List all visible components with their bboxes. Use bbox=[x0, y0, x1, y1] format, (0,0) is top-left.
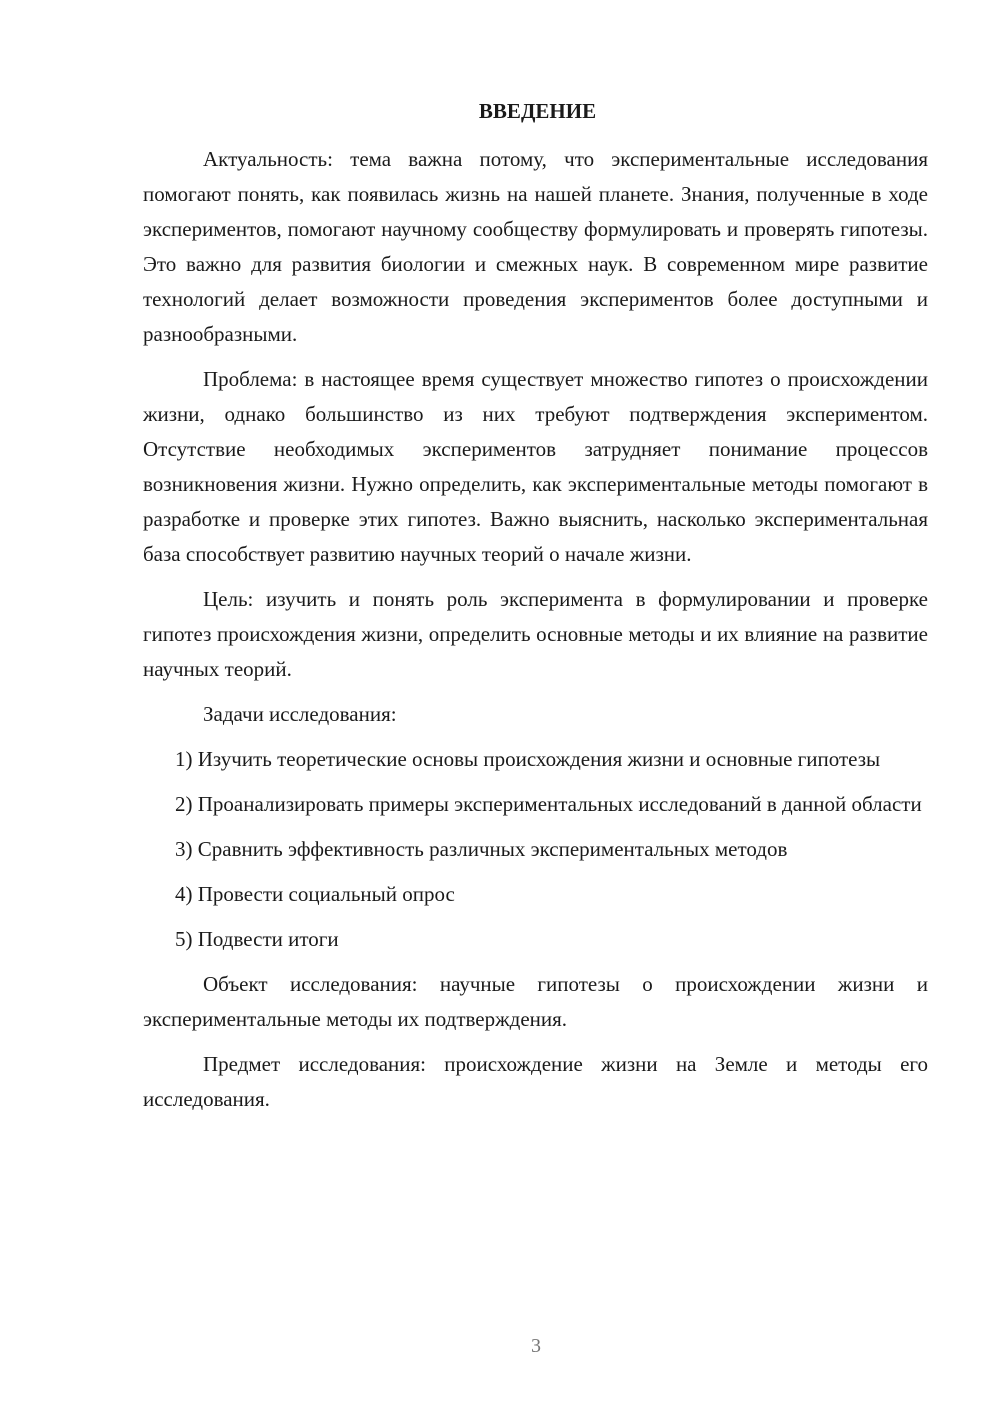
subject-paragraph: Предмет исследования: происхождение жизни на Земле и методы его исследования. bbox=[143, 1052, 928, 1111]
task-item-3: 3) Сравнить эффективность различных экспериментальных методов bbox=[175, 837, 788, 861]
task-item-4: 4) Провести социальный опрос bbox=[175, 882, 455, 906]
task-item-1: 1) Изучить теоретические основы происхождения жизни и основные гипотезы bbox=[175, 747, 881, 771]
tasks-heading: Задачи исследования: bbox=[203, 702, 397, 726]
page-content bbox=[143, 96, 928, 1127]
page-number: 3 bbox=[531, 1335, 541, 1357]
relevance-paragraph: Актуальность: тема важна потому, что экспериментальные исследования помогают понять, как появилась жизнь на нашей планете. Знания, полученные в ходе экспериментов, помогают научному сообществу формулировать и проверять гипотезы. Это важно для развития биологии и смежных наук. В современном мире развитие технологий делает возможности проведения экспериментов более доступными и разнообразными. bbox=[143, 147, 928, 346]
goal-paragraph: Цель: изучить и понять роль эксперимента в формулировании и проверке гипотез происхождения жизни, определить основные методы и их влияние на развитие научных теорий. bbox=[143, 587, 928, 681]
task-item-5: 5) Подвести итоги bbox=[175, 927, 339, 951]
problem-paragraph: Проблема: в настоящее время существует множество гипотез о происхождении жизни, однако большинство из них требуют подтверждения экспериментом. Отсутствие необходимых экспериментов затрудняет понимание процессов возникновения жизни. Нужно определить, как экспериментальные методы помогают в разработке и проверке этих гипотез. Важно выяснить, насколько экспериментальная база способствует развитию научных теорий о начале жизни. bbox=[143, 367, 928, 566]
task-item-2: 2) Проанализировать примеры экспериментальных исследований в данной области bbox=[175, 792, 922, 816]
object-paragraph: Объект исследования: научные гипотезы о происхождении жизни и экспериментальные методы их подтверждения. bbox=[143, 972, 928, 1031]
page-title: ВВЕДЕНИЕ bbox=[478, 99, 597, 123]
